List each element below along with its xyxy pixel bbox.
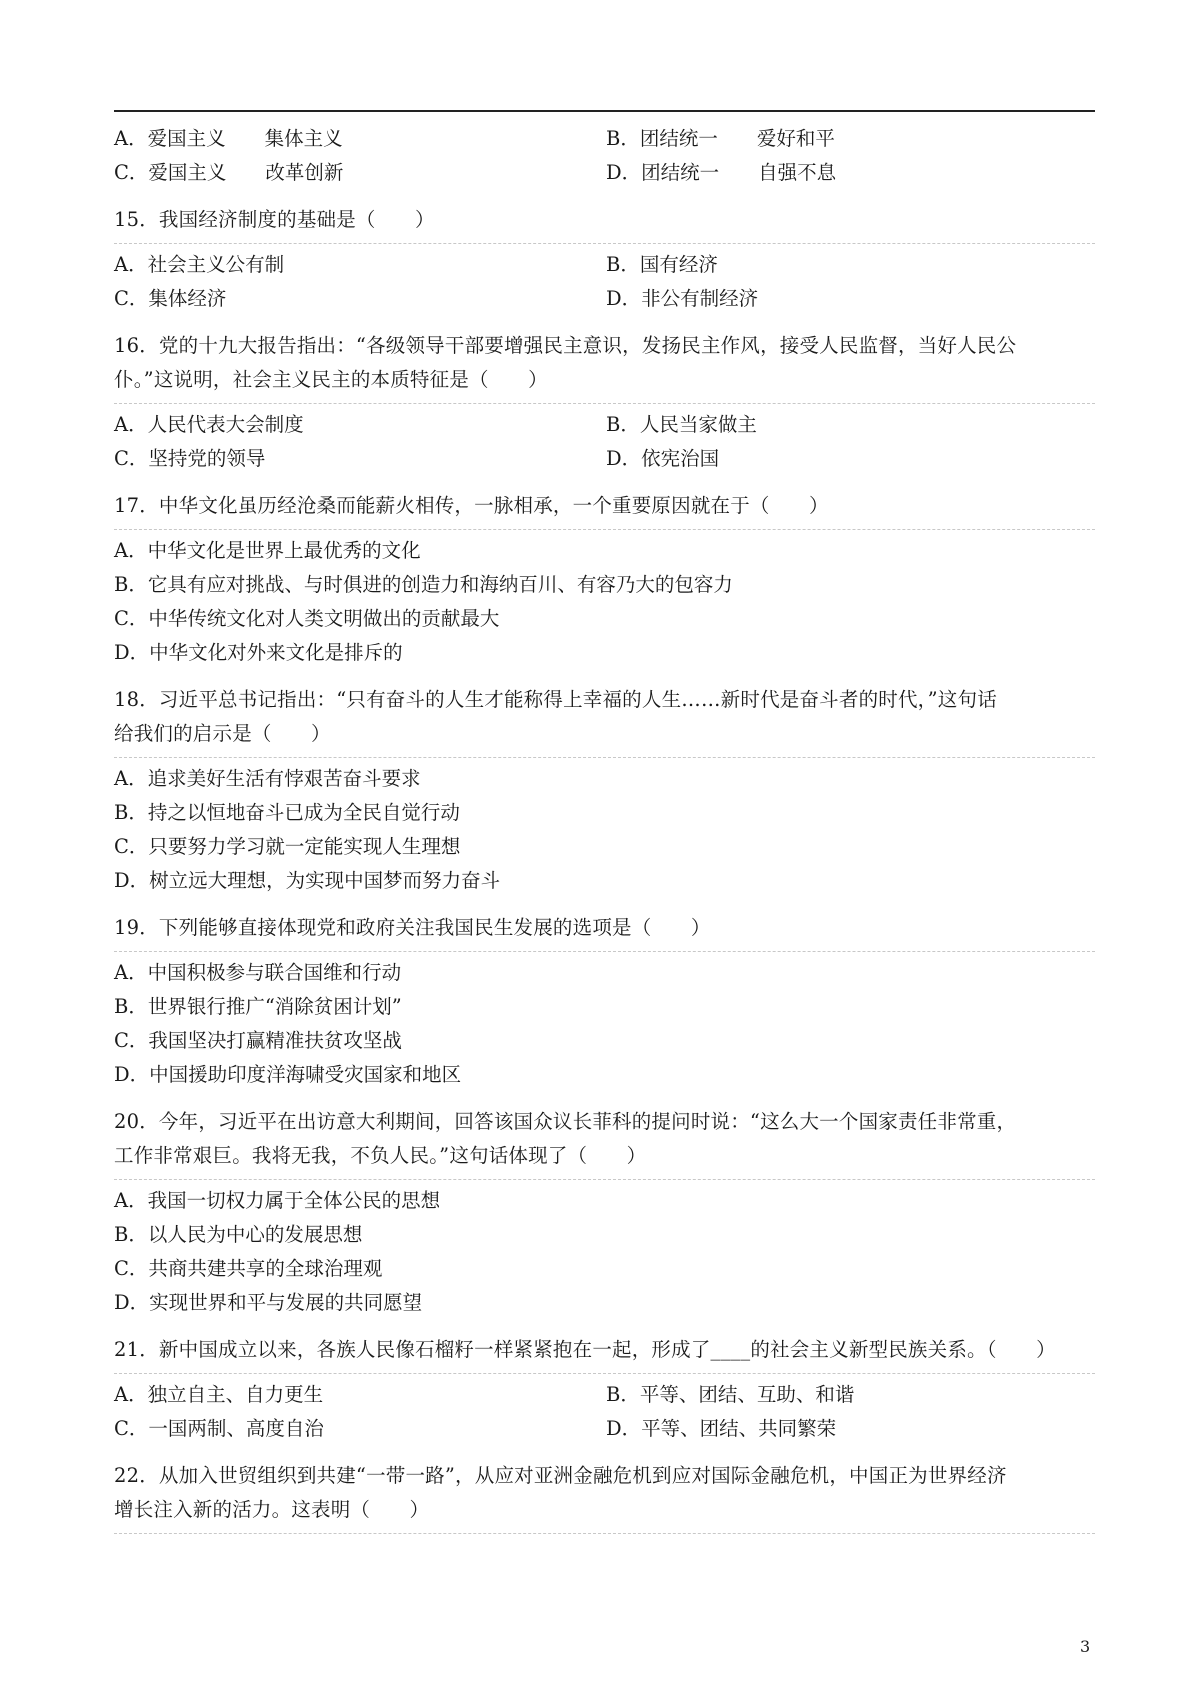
question-text: 工作非常艰巨。我将无我，不负人民。”这句话体现了（ ）	[114, 1144, 647, 1167]
option-group	[114, 1378, 1095, 1446]
question-stem	[114, 1105, 1095, 1180]
question-text: 增长注入新的活力。这表明（ ）	[114, 1498, 430, 1521]
option-row	[114, 1378, 1095, 1412]
option-group	[114, 956, 1095, 1092]
option-a[interactable]: A．社会主义公有制	[114, 253, 285, 276]
option-group	[114, 248, 1095, 316]
option-d[interactable]: D．非公有制经济	[606, 287, 759, 310]
option-a[interactable]: A．中华文化是世界上最优秀的文化	[114, 539, 421, 562]
question-text: 16．党的十九大报告指出：“各级领导干部要增强民主意识，发扬民主作风，接受人民监督，当好人民公	[114, 334, 1017, 357]
option-b[interactable]: B．平等、团结、互助、和谐	[606, 1383, 855, 1406]
question-text: 22．从加入世贸组织到共建“一带一路”，从应对亚洲金融危机到应对国际金融危机，中国正为世界经济	[114, 1464, 1007, 1487]
option-c[interactable]: C．共商共建共享的全球治理观	[114, 1257, 383, 1280]
option-d[interactable]: D．中华文化对外来文化是排斥的	[114, 641, 403, 664]
option-group	[114, 534, 1095, 670]
option-group	[114, 762, 1095, 898]
question-text: 17．中华文化虽历经沧桑而能薪火相传，一脉相承，一个重要原因就在于（ ）	[114, 494, 829, 517]
option-b[interactable]: B．人民当家做主	[606, 413, 757, 436]
top-options	[114, 122, 1095, 190]
question-text: 给我们的启示是（ ）	[114, 722, 331, 745]
option-b[interactable]: B．世界银行推广“消除贫困计划”	[114, 995, 402, 1018]
option-b[interactable]: B．持之以恒地奋斗已成为全民自觉行动	[114, 801, 460, 824]
option-a[interactable]: A．独立自主、自力更生	[114, 1383, 324, 1406]
question-text: 20．今年，习近平在出访意大利期间，回答该国众议长菲科的提问时说：“这么大一个国家责任非常重，	[114, 1110, 1017, 1133]
option-c[interactable]: C．只要努力学习就一定能实现人生理想	[114, 835, 461, 858]
header-rule	[114, 110, 1095, 112]
option-a[interactable]: A．我国一切权力属于全体公民的思想	[114, 1189, 441, 1212]
option-row	[114, 282, 1095, 316]
page-number: 3	[1080, 1637, 1091, 1656]
question-stem	[114, 489, 1095, 530]
option-row	[114, 1412, 1095, 1446]
option-c[interactable]: C．坚持党的领导	[114, 447, 266, 470]
question-stem	[114, 911, 1095, 952]
option-b[interactable]: B．团结统一 爱好和平	[606, 127, 835, 150]
option-a[interactable]: A．追求美好生活有悖艰苦奋斗要求	[114, 767, 421, 790]
question-stem	[114, 683, 1095, 758]
option-d[interactable]: D．依宪治国	[606, 447, 720, 470]
question-text: 18．习近平总书记指出：“只有奋斗的人生才能称得上幸福的人生……新时代是奋斗者的时代，”这句话	[114, 688, 997, 711]
option-group	[114, 408, 1095, 476]
question-list	[114, 118, 1095, 1534]
option-c[interactable]: C．集体经济	[114, 287, 227, 310]
option-row	[114, 248, 1095, 282]
option-b[interactable]: B．国有经济	[606, 253, 718, 276]
option-row	[114, 408, 1095, 442]
option-d[interactable]: D．实现世界和平与发展的共同愿望	[114, 1291, 423, 1314]
question-stem	[114, 1333, 1095, 1374]
option-row	[114, 442, 1095, 476]
option-c[interactable]: C．我国坚决打赢精准扶贫攻坚战	[114, 1029, 402, 1052]
option-row	[114, 156, 1095, 190]
question-stem	[114, 203, 1095, 244]
option-c[interactable]: C．爱国主义 改革创新	[114, 161, 344, 184]
option-d[interactable]: D．中国援助印度洋海啸受灾国家和地区	[114, 1063, 462, 1086]
question-stem	[114, 329, 1095, 404]
question-stem	[114, 1459, 1095, 1534]
question-text: 19．下列能够直接体现党和政府关注我国民生发展的选项是（ ）	[114, 916, 711, 939]
option-row	[114, 122, 1095, 156]
option-group	[114, 1184, 1095, 1320]
question-text: 仆。”这说明，社会主义民主的本质特征是（ ）	[114, 368, 548, 391]
option-d[interactable]: D．树立远大理想，为实现中国梦而努力奋斗	[114, 869, 501, 892]
option-a[interactable]: A．中国积极参与联合国维和行动	[114, 961, 402, 984]
option-d[interactable]: D．平等、团结、共同繁荣	[606, 1417, 837, 1440]
question-text: 15．我国经济制度的基础是（ ）	[114, 208, 435, 231]
question-text: 21．新中国成立以来，各族人民像石榴籽一样紧紧抱在一起，形成了____的社会主义新型民族关系。（ ）	[114, 1338, 1056, 1361]
option-a[interactable]: A．人民代表大会制度	[114, 413, 304, 436]
option-b[interactable]: B．它具有应对挑战、与时俱进的创造力和海纳百川、有容乃大的包容力	[114, 573, 733, 596]
option-d[interactable]: D．团结统一 自强不息	[606, 161, 837, 184]
option-c[interactable]: C．一国两制、高度自治	[114, 1417, 324, 1440]
option-b[interactable]: B．以人民为中心的发展思想	[114, 1223, 363, 1246]
option-c[interactable]: C．中华传统文化对人类文明做出的贡献最大	[114, 607, 500, 630]
option-a[interactable]: A．爱国主义 集体主义	[114, 127, 343, 150]
